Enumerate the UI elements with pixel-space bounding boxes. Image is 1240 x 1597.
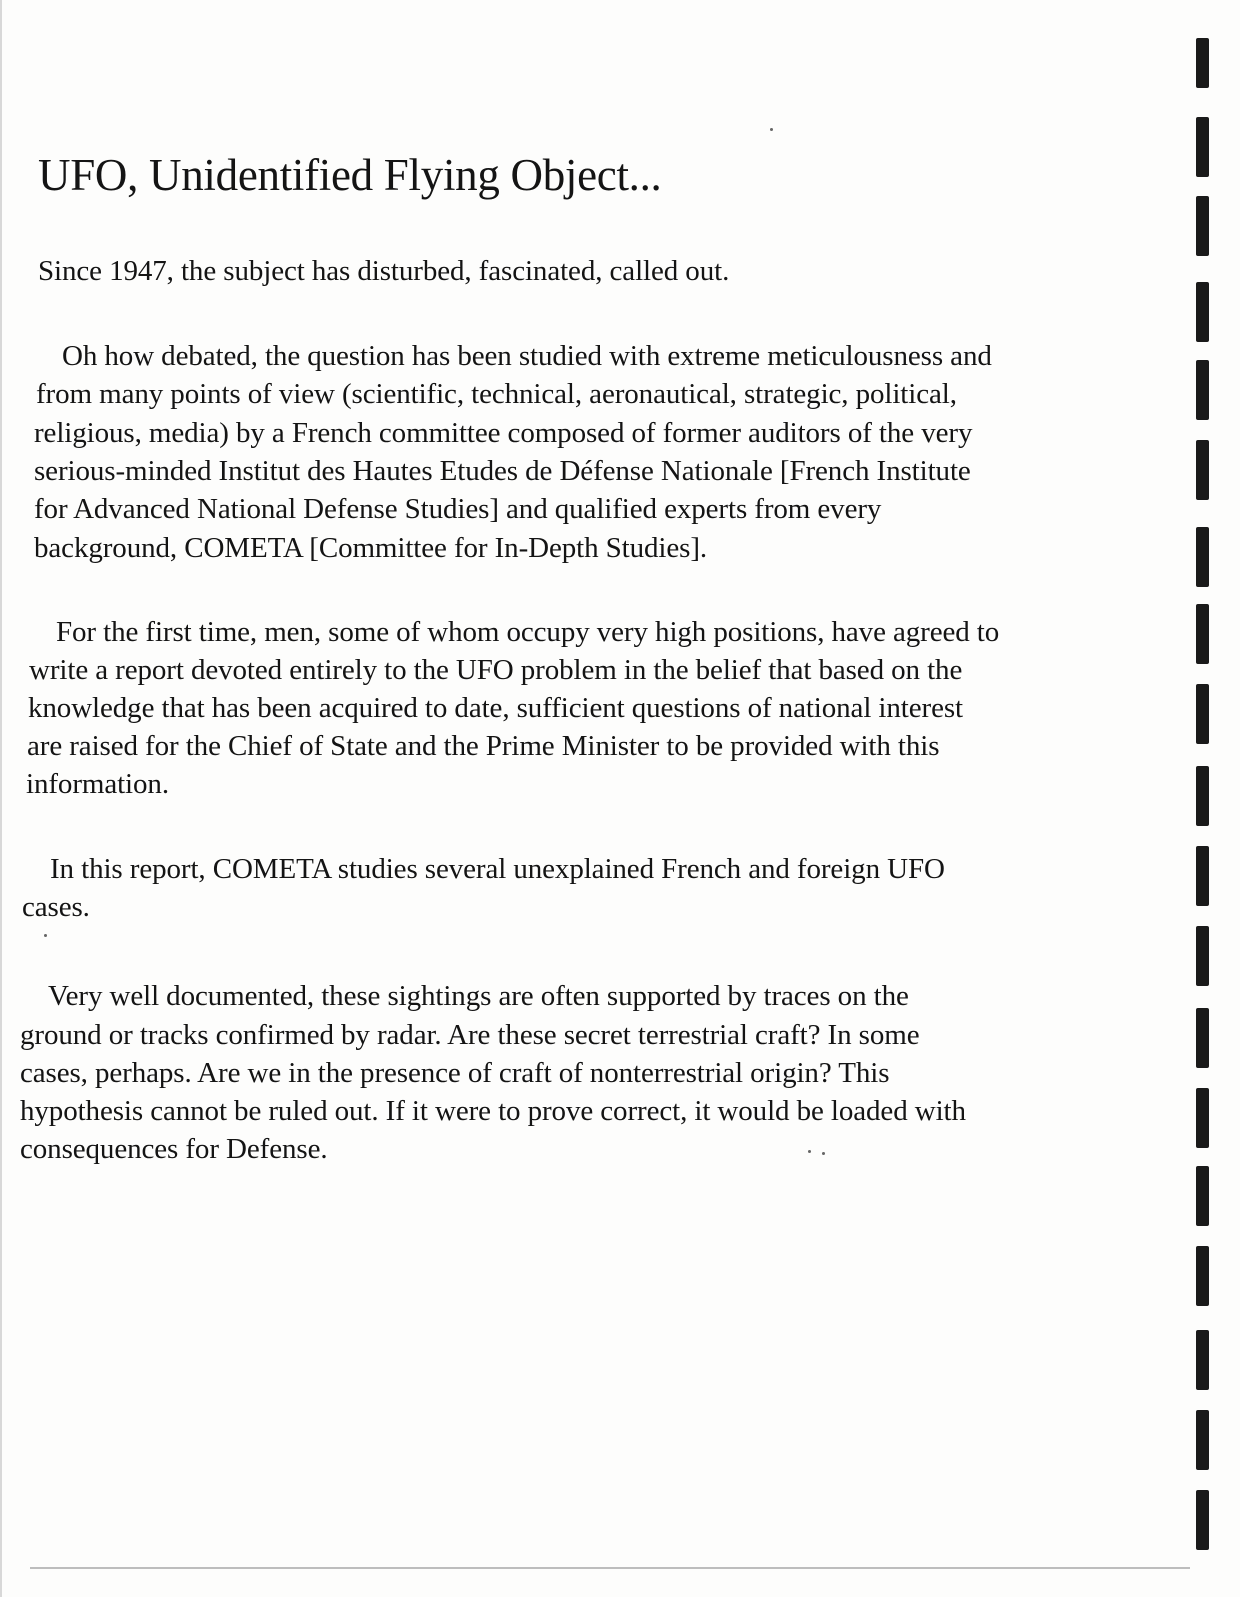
paragraph-2-line-2: from many points of view (scientific, technical, aeronautical, strategic, political, <box>36 378 957 410</box>
paragraph-3-line-4: are raised for the Chief of State and the Prime Minister to be provided with this <box>27 730 940 762</box>
paragraph-4-line-2: cases. <box>22 891 90 923</box>
binding-hole <box>1196 1008 1209 1068</box>
paragraph-3-line-5: information. <box>26 768 169 800</box>
binding-hole <box>1196 1490 1209 1550</box>
paragraph-2-line-4: serious-minded Institut des Hautes Etudes de Défense Nationale [French Institute <box>34 455 971 487</box>
scan-speck <box>808 1150 811 1153</box>
binding-hole <box>1196 604 1209 664</box>
binding-hole <box>1196 527 1209 587</box>
binding-hole <box>1196 196 1209 256</box>
binding-hole <box>1196 926 1209 986</box>
paragraph-4-line-1: In this report, COMETA studies several unexplained French and foreign UFO <box>50 853 945 885</box>
scan-speck <box>44 934 47 937</box>
binding-hole <box>1196 38 1209 88</box>
paragraph-3-line-2: write a report devoted entirely to the UFO problem in the belief that based on the <box>29 654 963 686</box>
paragraph-2-line-3: religious, media) by a French committee composed of former auditors of the very <box>34 417 973 449</box>
binding-hole <box>1196 1246 1209 1306</box>
paragraph-2-line-1: Oh how debated, the question has been studied with extreme meticulousness and <box>62 340 992 372</box>
comb-binding-strip <box>1192 0 1216 1597</box>
binding-hole <box>1196 1166 1209 1226</box>
binding-hole <box>1196 1330 1209 1390</box>
paragraph-5-line-3: cases, perhaps. Are we in the presence of craft of nonterrestrial origin? This <box>20 1057 890 1089</box>
paragraph-5-line-1: Very well documented, these sightings are often supported by traces on the <box>48 980 909 1012</box>
paragraph-3-line-1: For the first time, men, some of whom occupy very high positions, have agreed to <box>56 616 1000 648</box>
scan-speck <box>822 1152 825 1155</box>
page-edge-bottom <box>30 1567 1190 1569</box>
paragraph-1-line-1: Since 1947, the subject has disturbed, fascinated, called out. <box>38 255 730 287</box>
binding-hole <box>1196 846 1209 906</box>
paragraph-2-line-6: background, COMETA [Committee for In-Depth Studies]. <box>34 532 708 564</box>
binding-hole <box>1196 684 1209 744</box>
page-edge-left <box>0 0 2 1597</box>
binding-hole <box>1196 1410 1209 1470</box>
binding-hole <box>1196 1088 1209 1148</box>
paragraph-5-line-5: consequences for Defense. <box>20 1133 328 1165</box>
paragraph-5-line-2: ground or tracks confirmed by radar. Are these secret terrestrial craft? In some <box>20 1019 920 1051</box>
binding-hole <box>1196 282 1209 342</box>
scan-speck <box>770 128 773 131</box>
document-title: UFO, Unidentified Flying Object... <box>38 150 662 200</box>
binding-hole <box>1196 440 1209 500</box>
paragraph-3-line-3: knowledge that has been acquired to date, sufficient questions of national interest <box>28 692 963 724</box>
paragraph-5-line-4: hypothesis cannot be ruled out. If it were to prove correct, it would be loaded with <box>20 1095 966 1127</box>
binding-hole <box>1196 766 1209 826</box>
binding-hole <box>1196 117 1209 177</box>
paragraph-2-line-5: for Advanced National Defense Studies] and qualified experts from every <box>34 493 882 525</box>
binding-hole <box>1196 360 1209 420</box>
